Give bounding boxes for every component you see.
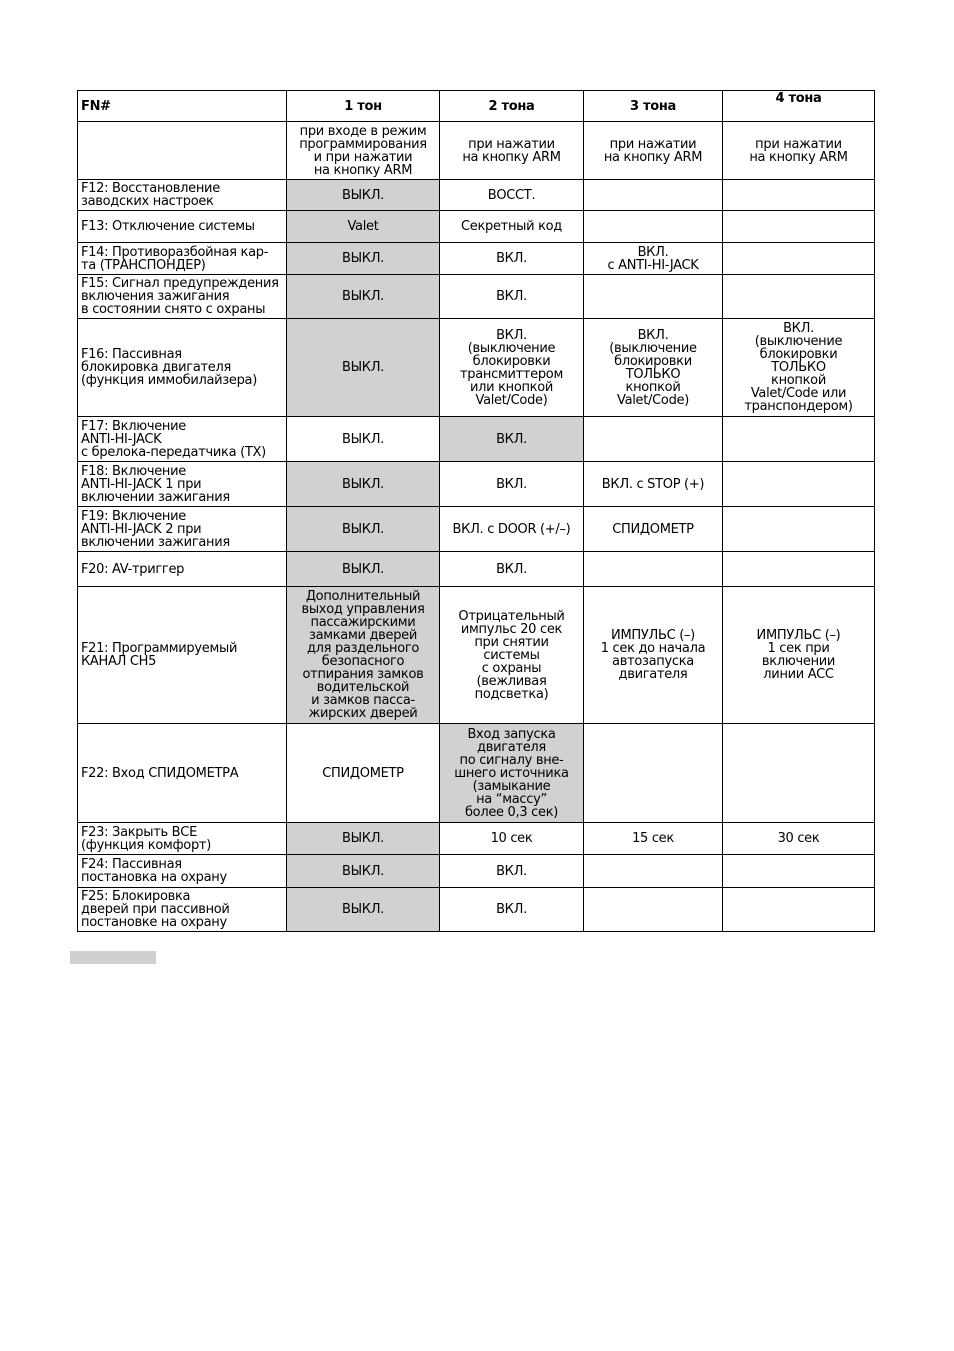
table-row <box>78 855 875 888</box>
table-row <box>78 552 875 587</box>
table-row <box>78 275 875 319</box>
table-subheader-row <box>78 122 875 180</box>
function-label: F12: Восстановление заводских настроек <box>81 181 220 209</box>
value-cell: 30 сек <box>723 823 875 855</box>
value-cell: ВКЛ. <box>440 855 584 888</box>
subheader-tone-1: при входе в режим программирования и при нажатии на кнопку ARM <box>287 122 440 180</box>
table-row <box>78 462 875 507</box>
value-cell: ВКЛ. <box>440 275 584 319</box>
value-cell: ВКЛ. (выключение блокировки ТОЛЬКО кнопкой Valet/Code) <box>584 319 723 417</box>
value-cell <box>723 724 875 823</box>
value-cell <box>584 275 723 319</box>
value-cell: ВЫКЛ. <box>287 462 440 507</box>
value-cell: ВЫКЛ. <box>287 319 440 417</box>
value-cell <box>723 552 875 587</box>
value-cell <box>723 417 875 462</box>
table-row <box>78 417 875 462</box>
value-cell <box>584 724 723 823</box>
header-tone-4: 4 тона <box>723 91 875 122</box>
table-row <box>78 211 875 243</box>
value-cell <box>584 855 723 888</box>
function-label: F25: Блокировка дверей при пассивной постановке на охрану <box>81 889 230 930</box>
value-cell: Вход запуска двигателя по сигналу вне- шнего источника (замыкание на “массу” более 0,3 сек) <box>440 724 584 823</box>
value-cell <box>723 462 875 507</box>
subheader-tone-4: при нажатии на кнопку ARM <box>723 122 875 180</box>
function-label: F22: Вход СПИДОМЕТРА <box>81 765 239 781</box>
value-cell: ВЫКЛ. <box>287 888 440 932</box>
value-cell: Дополнительный выход управления пассажирскими замками дверей для раздельного безопасного отпирания замков водительской и замков пасса- жирских дверей <box>287 587 440 724</box>
value-cell: ВЫКЛ. <box>287 507 440 552</box>
table-header-row <box>78 91 875 122</box>
value-cell: ВКЛ. <box>440 417 584 462</box>
value-cell <box>723 180 875 211</box>
function-label: F20: AV-триггер <box>81 561 185 577</box>
value-cell <box>723 211 875 243</box>
value-cell: ВКЛ. с DOOR (+/–) <box>440 507 584 552</box>
function-label: F24: Пассивная постановка на охрану <box>81 857 227 885</box>
value-cell: Секретный код <box>440 211 584 243</box>
value-cell <box>584 888 723 932</box>
function-table <box>77 90 875 932</box>
table-row <box>78 319 875 417</box>
function-label: F16: Пассивная блокировка двигателя (функция иммобилайзера) <box>81 347 257 388</box>
value-cell <box>723 855 875 888</box>
table-row <box>78 587 875 724</box>
value-cell: Valet <box>287 211 440 243</box>
value-cell: ВКЛ. (выключение блокировки ТОЛЬКО кнопкой Valet/Code или транспондером) <box>723 319 875 417</box>
function-label: F14: Противоразбойная кар- та (ТРАНСПОНДЕР) <box>81 244 269 273</box>
value-cell <box>723 507 875 552</box>
value-cell: СПИДОМЕТР <box>287 724 440 823</box>
table-row <box>78 823 875 855</box>
value-cell <box>584 417 723 462</box>
function-label: F13: Отключение системы <box>81 219 255 234</box>
value-cell: ВКЛ. <box>440 888 584 932</box>
value-cell: ИМПУЛЬС (–) 1 сек при включении линии ACC <box>723 587 875 724</box>
value-cell: ВКЛ. <box>440 462 584 507</box>
table-row <box>78 180 875 211</box>
value-cell: ВКЛ. с ANTI-HI-JACK <box>584 243 723 275</box>
value-cell <box>723 243 875 275</box>
value-cell <box>584 180 723 211</box>
table-row <box>78 243 875 275</box>
value-cell: ВЫКЛ. <box>287 552 440 587</box>
value-cell: ВКЛ. с STOP (+) <box>584 462 723 507</box>
value-cell: 15 сек <box>584 823 723 855</box>
subheader-tone-3: при нажатии на кнопку ARM <box>584 122 723 180</box>
value-cell: Отрицательный импульс 20 сек при снятии системы с охраны (вежливая подсветка) <box>440 587 584 724</box>
value-cell: ВКЛ. <box>440 552 584 587</box>
function-label: F17: Включение ANTI-HI-JACK с брелока-передатчика (TX) <box>81 418 266 460</box>
table-row <box>78 724 875 823</box>
value-cell: ВЫКЛ. <box>287 823 440 855</box>
function-label: F19: Включение ANTI-HI-JACK 2 при включении зажигания <box>81 508 230 550</box>
function-label: F15: Сигнал предупреждения включения зажигания в состоянии снято с охраны <box>81 276 279 317</box>
table-row <box>78 507 875 552</box>
value-cell: ВКЛ. <box>440 243 584 275</box>
function-label: F21: Программируемый КАНАЛ CH5 <box>81 641 238 669</box>
value-cell: ВЫКЛ. <box>287 275 440 319</box>
value-cell: ВЫКЛ. <box>287 180 440 211</box>
value-cell <box>584 211 723 243</box>
subheader-tone-2: при нажатии на кнопку ARM <box>440 122 584 180</box>
header-tone-2: 2 тона <box>440 91 584 122</box>
header-tone-1: 1 тон <box>287 91 440 122</box>
subheader-fn <box>78 122 287 180</box>
value-cell <box>723 275 875 319</box>
function-label: F23: Закрыть ВСЕ (функция комфорт) <box>81 824 211 853</box>
value-cell <box>723 888 875 932</box>
value-cell <box>584 552 723 587</box>
table-row <box>78 888 875 932</box>
value-cell: ИМПУЛЬС (–) 1 сек до начала автозапуска двигателя <box>584 587 723 724</box>
value-cell: СПИДОМЕТР <box>584 507 723 552</box>
header-tone-3: 3 тона <box>584 91 723 122</box>
function-label: F18: Включение ANTI-HI-JACK 1 при включении зажигания <box>81 463 230 505</box>
value-cell: ВОССТ. <box>440 180 584 211</box>
value-cell: ВЫКЛ. <box>287 243 440 275</box>
value-cell: ВКЛ. (выключение блокировки трансмиттером или кнопкой Valet/Code) <box>440 319 584 417</box>
header-fn: FN# <box>78 91 287 122</box>
value-cell: ВЫКЛ. <box>287 417 440 462</box>
page-number-bar <box>70 951 156 964</box>
value-cell: 10 сек <box>440 823 584 855</box>
value-cell: ВЫКЛ. <box>287 855 440 888</box>
